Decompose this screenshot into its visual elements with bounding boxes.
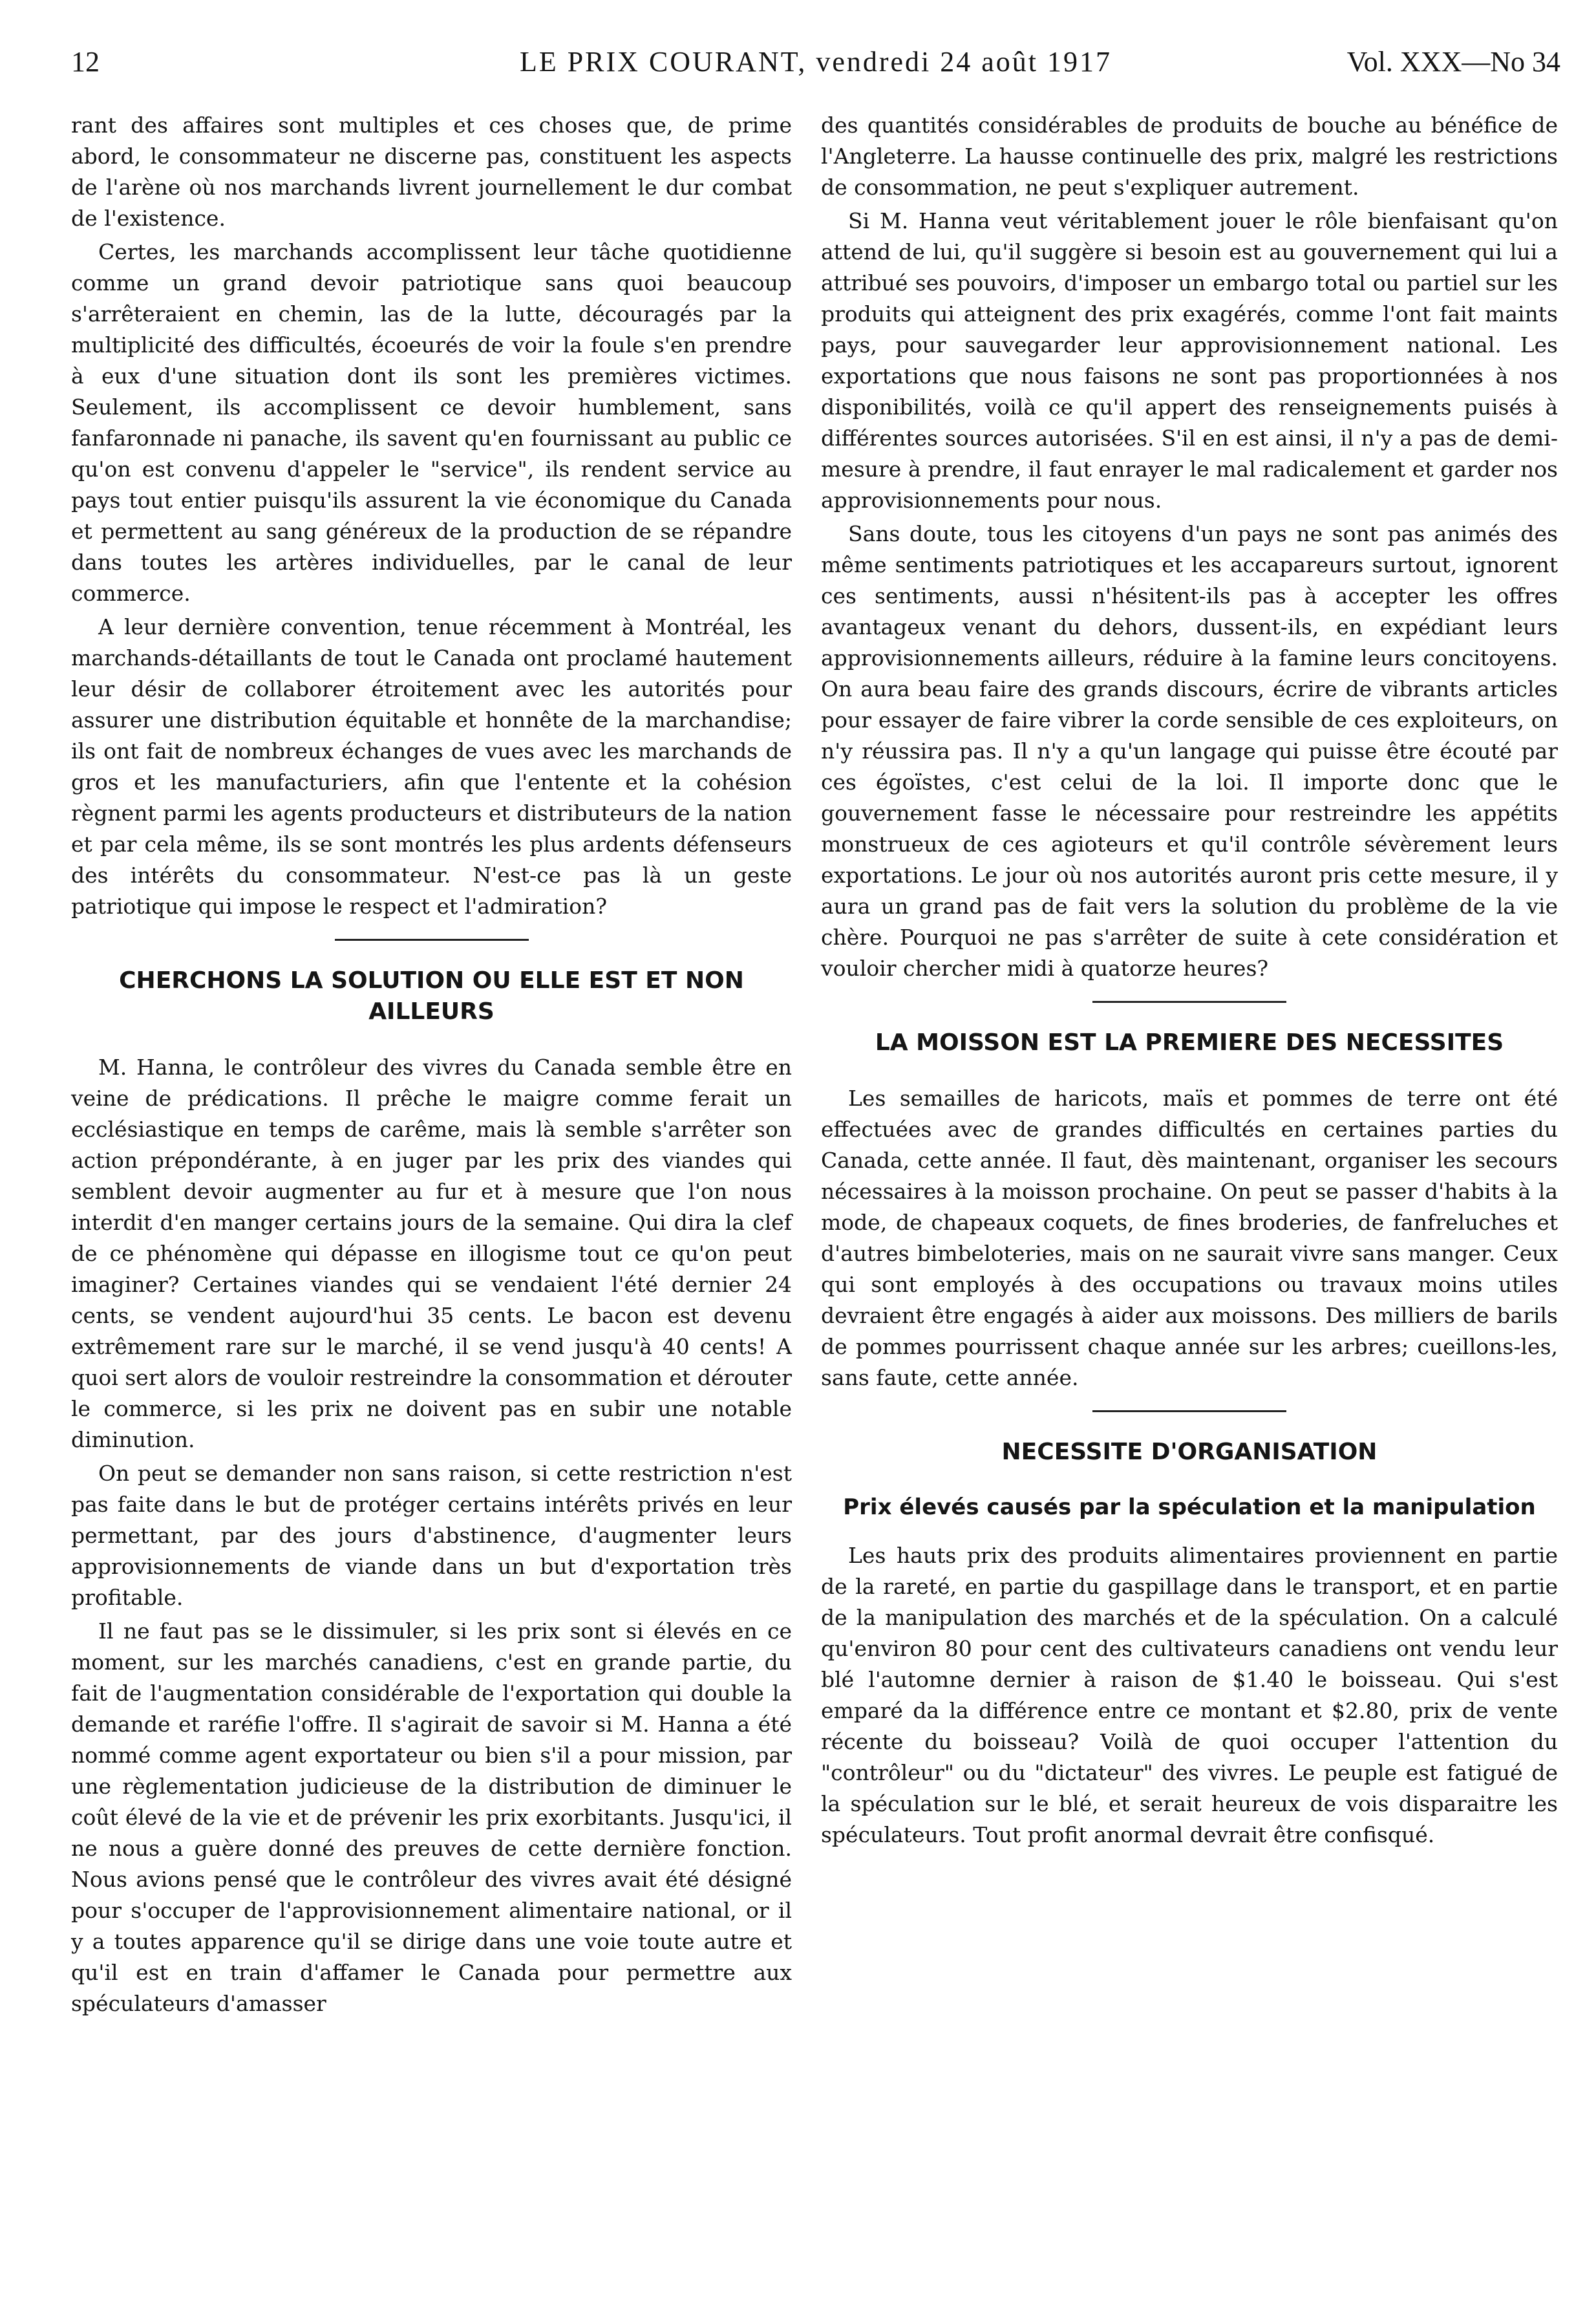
article-paragraph: rant des affaires sont multiples et ces choses que, de prime abord, le consommateur ne discerne pas, constituent les aspects de l'arène où nos marchands livrent journellement le dur combat de l'existence. — [71, 113, 792, 231]
article-paragraph: Les hauts prix des produits alimentaires proviennent en partie de la rareté, en partie du gaspillage dans le transport, et en partie de la manipulation des marchés et de la spéculation. On a calculé qu'environ 80 pour cent des cultivateurs canadiens ont vendu leur blé l'automne dernier à raison de $1.40 le boisseau. Qui s'est emparé da la différence entre ce montant et $2.80, prix de vente récente du boisseau? Voilà de quoi occuper l'attention du "contrôleur" ou du "dictateur" des vivres. Le peuple est fatigué de la spéculation sur le blé, et serait heureux de vois disparaitre les spéculateurs. Tout profit anormal devrait être confisqué. — [821, 1543, 1558, 1847]
article-paragraph: Il ne faut pas se le dissimuler, si les prix sont si élevés en ce moment, sur les marchés canadiens, c'est en grande partie, du fait de l'augmentation considérable de l'exportation qui double la demande et raréfie l'offre. Il s'agirait de savoir si M. Hanna a été nommé comme agent exportateur ou bien s'il a pour mission, par une règlementation judicieuse de la distribution de diminuer le coût élevé de la vie et de prévenir les prix exorbitants. Jusqu'ici, il ne nous a guère donné des preuves de cette dernière fonction. Nous avions pensé que le contrôleur des vivres avait été désigné pour s'occuper de l'approvisionnement alimentaire national, or il y a toutes apparence qu'il se dirige dans une voie toute autre et qu'il est en train d'affamer le Canada pour permettre aux spéculateurs d'amasser — [71, 1618, 792, 2016]
publication-line: LE PRIX COURANT, vendredi 24 août 1917 — [519, 46, 1112, 78]
right-column — [821, 110, 1558, 1853]
section-divider — [1092, 1410, 1286, 1412]
section-divider — [335, 939, 529, 941]
article-heading: NECESSITE D'ORGANISATION — [1001, 1439, 1378, 1465]
article-subheading: Prix élevés causés par la spéculation et la manipulation — [843, 1494, 1536, 1520]
article-paragraph: A leur dernière convention, tenue récemment à Montréal, les marchands-détaillants de tout le Canada ont proclamé hautement leur désir de collaborer étroitement avec les autorités pour assurer une distribution équitable et honnête de la marchandise; ils ont fait de nombreux échanges de vues avec les marchands de gros et les manufacturiers, afin que l'entente et la cohésion règnent parmi les agents producteurs et distributeurs de la nation et par cela même, ils se sont montrés les plus ardents défenseurs des intérêts du consommateur. N'est-ce pas là un geste patriotique qui impose le respect et l'admiration? — [71, 614, 792, 919]
section-divider — [1092, 1001, 1286, 1003]
article-paragraph: Si M. Hanna veut véritablement jouer le rôle bienfaisant qu'on attend de lui, qu'il suggère si besoin est au gouvernement qui lui a attribué ses pouvoirs, d'imposer un embargo total ou partiel sur les produits qui atteignent des prix exagérés, comme l'ont fait maints pays, pour sauvegarder leur approvisionnement national. Les exportations que nous faisons ne sont pas proportionnées à nos disponibilités, voilà ce qu'il appert des renseignements puisés à différentes sources autorisées. S'il en est ainsi, il n'y a pas de demi-mesure à prendre, il faut enrayer le mal radicalement et garder nos approvisionnements pour nous. — [821, 208, 1558, 513]
article-paragraph: On peut se demander non sans raison, si cette restriction n'est pas faite dans le but de protéger certains intérêts privés en leur permettant, par des jours d'abstinence, d'augmenter leurs approvisionnements de viande dans un but d'exportation très profitable. — [71, 1461, 792, 1610]
article-paragraph: M. Hanna, le contrôleur des vivres du Canada semble être en veine de prédications. Il prêche le maigre comme ferait un ecclésiastique en temps de carême, mais là semble s'arrêter son action prépondérante, à en juger par les prix des viandes qui semblent devoir augmenter au fur et à mesure que l'on nous interdit d'en manger certains jours de la semaine. Qui dira la clef de ce phénomène qui dépasse en illogisme tout ce qu'on peut imaginer? Certaines viandes qui se vendaient l'été dernier 24 cents, se vendent aujourd'hui 35 cents. Le bacon est devenu extrêmement rare sur le marché, il se vend jusqu'à 40 cents! A quoi sert alors de vouloir restreindre la consommation et dérouter le commerce, si les prix ne doivent pas en subir une notable diminution. — [71, 1055, 792, 1452]
article-paragraph: Sans doute, tous les citoyens d'un pays ne sont pas animés des même sentiments patriotiques et les accapareurs surtout, ignorent ces sentiments, aussi n'hésitent-ils pas à accepter les offres avantageux venant du dehors, dussent-ils, en expédiant leurs approvisionnements ailleurs, réduire à la famine leurs concitoyens. On aura beau faire des grands discours, écrire de vibrants articles pour essayer de faire vibrer la corde sensible de ces exploiteurs, on n'y réussira pas. Il n'y a qu'un langage qui puisse être écouté par ces égoïstes, c'est celui de la loi. Il importe donc que le gouvernement fasse le nécessaire pour restreindre les appétits monstrueux de ces agioteurs et qu'il contrôle sévèrement leurs exportations. Le jour où nos autorités auront pris cette mesure, il y aura un grand pas de fait vers la solution du problème de la vie chère. Pourquoi ne pas s'arrêter de suite à cete considération et vouloir chercher midi à quatorze heures? — [821, 521, 1558, 981]
volume-number: Vol. XXX—No 34 — [1346, 46, 1560, 78]
article-paragraph: Certes, les marchands accomplissent leur tâche quotidienne comme un grand devoir patriotique sans quoi beaucoup s'arrêteraient en chemin, las de la lutte, découragés par la multiplicité des difficultés, écoeurés de voir la foule s'en prendre à eux d'une situation dont ils sont les premières victimes. Seulement, ils accomplissent ce devoir humblement, sans fanfaronnade ni panache, ils savent qu'en fournissant au public ce qu'on est convenu d'appeler le "service", ils rendent service au pays tout entier puisqu'ils assurent la vie économique du Canada et permettent au sang généreux de la production de se répandre dans toutes les artères individuelles, par le canal de leur commerce. — [71, 239, 792, 606]
page-header — [71, 45, 1560, 84]
page-number: 12 — [71, 46, 100, 78]
article-paragraph: des quantités considérables de produits de bouche au bénéfice de l'Angleterre. La hausse continuelle des prix, malgré les restrictions de consommation, ne peut s'expliquer autrement. — [821, 113, 1558, 200]
article-paragraph: Les semailles de haricots, maïs et pommes de terre ont été effectuées avec de grandes difficultés en certaines parties du Canada, cette année. Il faut, dès maintenant, organiser les secours nécessaires à la moisson prochaine. On peut se passer d'habits à la mode, de chapeaux coquets, de fines broderies, de fanfreluches et d'autres bimbeloteries, mais on ne saurait vivre sans manger. Ceux qui sont employés à des occupations ou travaux moins utiles devraient être engagés à aider aux moissons. Des milliers de barils de pommes pourrissent chaque année sur les arbres; cueillons-les, sans faute, cette année. — [821, 1086, 1558, 1390]
left-column — [71, 110, 792, 2022]
article-heading: LA MOISSON EST LA PREMIERE DES NECESSITES — [875, 1029, 1504, 1056]
article-heading: CHERCHONS LA SOLUTION OU ELLE EST ET NON AILLEURS — [119, 967, 744, 1025]
